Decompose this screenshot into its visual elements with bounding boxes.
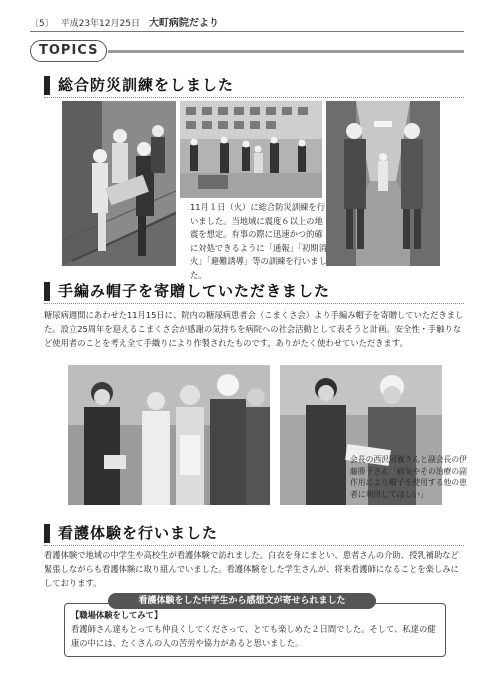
feedback-heading: 【職場体験をしてみて】: [71, 610, 163, 620]
newsletter-title: 大町病院だより: [148, 18, 219, 29]
drill-caption: 11月１日（火）に総合防災訓練を行いました。当地域に震度６以上の地震を想定。有事の際に迅速かつ的確に対処できるように「通報」「初期消火」「避難誘導」等の訓練を行いました。: [190, 202, 327, 280]
feedback-body: 看護師さん達もとっても仲良くしてくださって、とても楽しめた２日間でした。そして、私達の健康の中には、たくさんの人の苦労や協力があると思いました。: [71, 624, 436, 648]
photo-courtyard-drill: [180, 101, 322, 198]
section-heading-drill: [44, 75, 464, 98]
nursing-body-text: 看護体験で地域の中学生や高校生が看護体験で訪れました。白衣を身にまとい、患者さんの介助、授乳補助など緊張しながらも看護体験に取り組んでいました。看護体験をした学生さんが、将来看護師になることを楽しみにしております。: [44, 550, 459, 588]
photo-corridor-guidance: [326, 101, 440, 266]
hats-caption: 会長の西沢国義さんと副会長の伊藤勝子さん「病気やその治療の副作用により帽子を使用する他の患者に利用してほしい」: [350, 455, 467, 499]
section-title: 手編み帽子を寄贈していただきました: [58, 282, 331, 300]
header-divider: [30, 31, 464, 32]
topics-rule: [108, 50, 464, 53]
feedback-box: [64, 603, 446, 657]
topics-banner: [30, 40, 464, 62]
hats-body-text: 糖尿病週間にあわせた11月15日に、院内の糖尿病患者会（こまくさ会）より手編み帽子を寄贈していただきました。設立25周年を迎えるこまくさ会が感謝の気持ちを病院への社会活動として表そうと計画。安全性・手触りなど使用者のことを考え全て手織りにより作製されたものです。ありがたく使わせていただきます。: [44, 310, 464, 348]
issue-date: 平成23年12月25日: [60, 19, 140, 29]
photo-stairway-evacuation: [62, 101, 176, 266]
section-heading-hats: [44, 281, 464, 304]
page-number: 〔5〕: [30, 19, 54, 29]
section-title: 看護体験を行いました: [58, 524, 219, 542]
feedback-title: 看護体験をした中学生から感想文が寄せられました: [108, 593, 376, 609]
photo-hat-donation-group: [68, 365, 270, 505]
topics-label: TOPICS: [30, 40, 107, 62]
heading-bar: [44, 524, 50, 543]
page-header: [30, 14, 219, 29]
section-heading-nursing: [44, 523, 464, 546]
heading-bar: [44, 282, 50, 301]
section-title: 総合防災訓練をしました: [58, 76, 235, 94]
heading-bar: [44, 76, 50, 95]
